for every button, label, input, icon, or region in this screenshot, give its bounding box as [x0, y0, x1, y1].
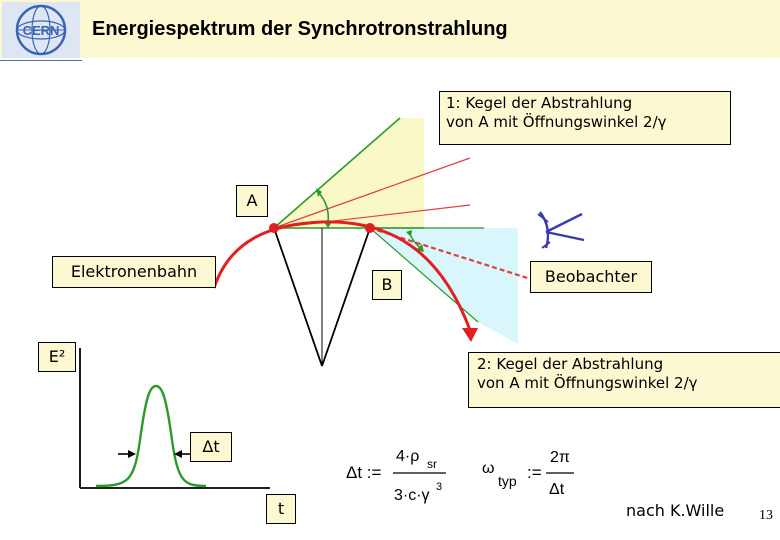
formula-omega — [482, 449, 574, 498]
cone-1-label — [439, 91, 731, 145]
radius-line-a — [274, 228, 322, 366]
formula-dt-den: 3·c·γ — [394, 487, 430, 504]
point-a — [269, 223, 279, 233]
cone-2-label — [468, 352, 780, 408]
cone-2-label-line2: von A mit Öffnungswinkel 2/γ — [477, 374, 698, 392]
delta-t-arrow-left-head — [128, 450, 136, 458]
formula-omega-den: Δt — [549, 481, 565, 498]
delta-t-label: Δt — [190, 432, 232, 462]
cone-1-fill — [274, 118, 424, 228]
observer-eye-icon — [538, 212, 584, 248]
formula-dt-num-unit: sr — [427, 457, 437, 471]
formula-omega-assign: := — [527, 463, 542, 482]
formula-delta-t — [346, 448, 446, 504]
orbit-arrow-icon — [462, 328, 478, 342]
radius-line-b — [322, 228, 370, 366]
formula-dt-num: 4·ρ — [396, 448, 420, 465]
credit: nach K.Wille — [626, 501, 725, 520]
cone-1-label-line1: 1: Kegel der Abstrahlung — [446, 94, 633, 112]
formula-dt-lhs: Δt := — [346, 463, 382, 482]
point-b — [365, 223, 375, 233]
page-title: Energiespektrum der Synchrotronstrahlung — [92, 18, 508, 40]
formula-omega-sub: typ — [498, 473, 517, 489]
time-axis-label: t — [266, 494, 296, 524]
point-b-label: B — [372, 270, 402, 300]
energy-axis-label: E² — [38, 342, 76, 372]
cone-2-label-line1: 2: Kegel der Abstrahlung — [477, 355, 664, 373]
electron-path-label: Elektronenbahn — [52, 256, 216, 288]
formula-omega-num: 2π — [550, 449, 570, 466]
cone-1-label-line2: von A mit Öffnungswinkel 2/γ — [446, 113, 667, 131]
point-a-label: A — [236, 185, 268, 217]
observer-label: Beobachter — [530, 261, 652, 293]
formula-dt-den-exp: 3 — [436, 481, 443, 493]
formula-omega-lhs: ω — [482, 460, 495, 477]
logo-text: CERN — [22, 23, 60, 38]
page-number: 13 — [759, 508, 773, 523]
